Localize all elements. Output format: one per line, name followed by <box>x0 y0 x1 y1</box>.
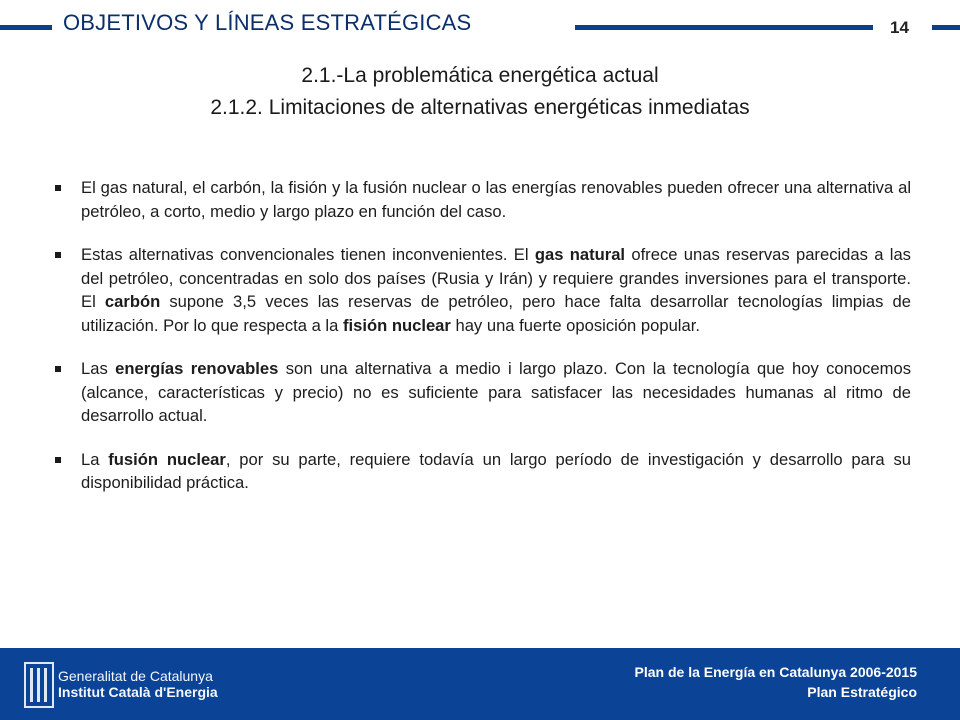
bullet-text: hay una fuerte oposición popular. <box>450 315 700 335</box>
bullet-text: Estas alternativas convencionales tienen inconvenientes. El <box>81 245 535 264</box>
keyword-gas-natural: gas natural <box>534 245 626 264</box>
bullet-text: Las <box>81 359 116 378</box>
bullet-text: supone 3,5 veces las reservas de petróleo, pero hace falta desarrollar tecnologías limpias de utilización. Por lo que respecta a la <box>81 292 911 335</box>
bullet-item <box>55 448 911 495</box>
plan-info <box>635 662 917 702</box>
bullet-text: La <box>81 449 109 469</box>
keyword-fision-nuclear: fisión nuclear <box>342 315 451 335</box>
section-heading: 2.1.-La problemática energética actual <box>301 64 659 87</box>
bullet-marker <box>55 252 61 258</box>
section-title: OBJETIVOS Y LÍNEAS ESTRATÉGICAS <box>63 10 472 35</box>
bullet-text: , por su parte, requiere todavía un largo período de investigación y desarrollo para su disponibilidad práctica. <box>81 449 911 492</box>
org-line-1: Generalitat de Catalunya <box>58 668 213 684</box>
bullet-item <box>55 357 911 428</box>
subsection-heading: 2.1.2. Limitaciones de alternativas energéticas inmediatas <box>210 96 750 119</box>
bullet-text: son una alternativa a medio i largo plazo. Con la tecnología que hoy conocemos (alcance, características y precio) no es suficiente para satisfacer las necesidades humanas al ritmo de desarrollo actual. <box>81 359 911 425</box>
header-rule-middle <box>575 25 873 30</box>
keyword-fusion-nuclear: fusión nuclear <box>108 449 226 469</box>
page-number: 14 <box>890 18 909 37</box>
keyword-energias-renovables: energías renovables <box>115 359 279 378</box>
organization-name <box>58 668 218 700</box>
bullet-marker <box>55 457 61 463</box>
generalitat-logo-icon <box>24 662 54 708</box>
bullet-text: El gas natural, el carbón, la fisión y la fusión nuclear o las energías renovables pueden ofrecer una alternativa al petróleo, a corto, medio y largo plazo en función del caso. <box>81 178 911 221</box>
header-rule-right <box>932 25 960 30</box>
bullet-marker <box>55 366 61 372</box>
bullet-marker <box>55 185 61 191</box>
header-rule-left <box>0 25 52 30</box>
bullet-list <box>55 176 911 495</box>
plan-title: Plan de la Energía en Catalunya 2006-2015 <box>634 664 917 680</box>
footer-bar <box>0 648 960 720</box>
bullet-item <box>55 176 911 223</box>
plan-subtitle: Plan Estratégico <box>807 684 917 700</box>
bullet-text: ofrece unas reservas parecidas a las del petróleo, concentradas en solo dos países (Rusia y Irán) y requiere grandes inversiones para el transporte. El <box>81 245 911 311</box>
bullet-item <box>55 243 911 337</box>
org-line-2: Institut Català d'Energia <box>58 684 218 700</box>
keyword-carbon: carbón <box>104 292 161 311</box>
